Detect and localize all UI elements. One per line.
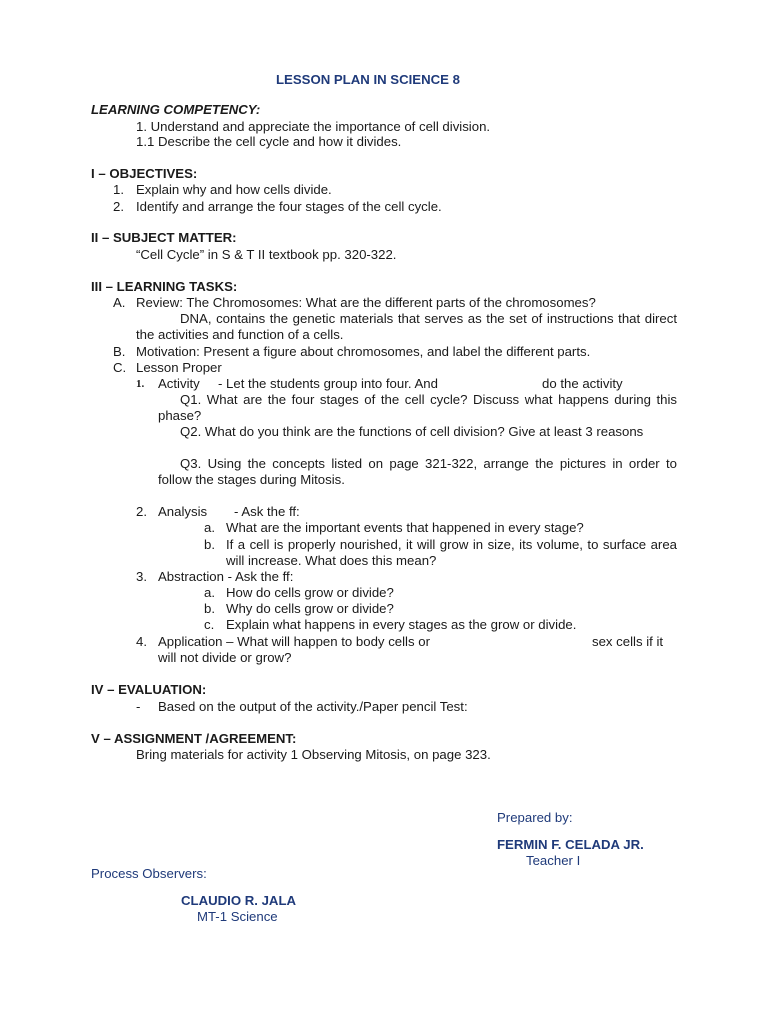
analysis-number: 2.	[136, 504, 147, 519]
evaluation-dash: -	[136, 699, 141, 714]
subject-matter-text: “Cell Cycle” in S & T II textbook pp. 320-322.	[136, 247, 397, 262]
analysis-item-b-text: If a cell is properly nourished, it will grow in size, its volume, to surface area will increase. What does this mean?	[226, 537, 677, 568]
objectives-heading: I – OBJECTIVES:	[91, 166, 198, 181]
preparer-name: FERMIN F. CELADA JR.	[497, 837, 644, 852]
abstraction-item-b-text: Why do cells grow or divide?	[226, 601, 394, 616]
activity-number: 1.	[136, 378, 145, 390]
abstraction-item-a-letter: a.	[204, 585, 215, 600]
analysis-item-b-letter: b.	[204, 537, 215, 552]
evaluation-text: Based on the output of the activity./Paper pencil Test:	[158, 699, 468, 714]
observer-name: CLAUDIO R. JALA	[181, 893, 297, 908]
objective-number-1: 1.	[113, 182, 124, 197]
competency-item-2: 1.1 Describe the cell cycle and how it divides.	[136, 134, 402, 149]
abstraction-item-a-text: How do cells grow or divide?	[226, 585, 394, 600]
analysis-text: - Ask the ff:	[234, 504, 300, 519]
prepared-by-label: Prepared by:	[497, 810, 573, 825]
assignment-heading: V – ASSIGNMENT /AGREEMENT:	[91, 731, 297, 746]
competency-item-1: 1. Understand and appreciate the importance of cell division.	[136, 119, 491, 134]
task-c-letter: C.	[113, 360, 127, 375]
task-a-text: Review: The Chromosomes: What are the different parts of the chromosomes?	[136, 295, 596, 310]
subject-matter-heading: II – SUBJECT MATTER:	[91, 230, 237, 245]
competency-heading: LEARNING COMPETENCY:	[91, 102, 261, 117]
process-observers-label: Process Observers:	[91, 866, 207, 881]
assignment-text: Bring materials for activity 1 Observing Mitosis, on page 323.	[136, 747, 491, 762]
analysis-item-a-text: What are the important events that happened in every stage?	[226, 520, 584, 535]
application-text: Application – What will happen to body cells or	[158, 634, 430, 649]
activity-q3: Q3. Using the concepts listed on page 321-322, arrange the pictures in order to follow the stages during Mitosis.	[158, 456, 677, 487]
abstraction-text: Abstraction - Ask the ff:	[158, 569, 294, 584]
task-c-text: Lesson Proper	[136, 360, 222, 375]
activity-q2: Q2. What do you think are the functions of cell division? Give at least 3 reasons	[180, 424, 644, 439]
application-number: 4.	[136, 634, 147, 649]
task-b-text: Motivation: Present a figure about chromosomes, and label the different parts.	[136, 344, 591, 359]
objective-number-2: 2.	[113, 199, 124, 214]
observer-role: MT-1 Science	[197, 909, 278, 924]
abstraction-item-c-letter: c.	[204, 617, 215, 632]
abstraction-number: 3.	[136, 569, 147, 584]
activity-text: - Let the students group into four. And	[218, 376, 438, 391]
page-title: LESSON PLAN IN SCIENCE 8	[276, 72, 460, 87]
activity-label: Activity	[158, 376, 200, 391]
application-text-2: sex cells if it	[592, 634, 664, 649]
learning-tasks-heading: III – LEARNING TASKS:	[91, 279, 238, 294]
task-a-answer: DNA, contains the genetic materials that serves as the set of instructions that direct the activities and function of a cells.	[136, 311, 677, 342]
analysis-label: Analysis	[158, 504, 208, 519]
objective-text-1: Explain why and how cells divide.	[136, 182, 332, 197]
abstraction-item-c-text: Explain what happens in every stages as the grow or divide.	[226, 617, 577, 632]
evaluation-heading: IV – EVALUATION:	[91, 682, 207, 697]
activity-text-2: do the activity	[542, 376, 623, 391]
abstraction-item-b-letter: b.	[204, 601, 215, 616]
analysis-item-a-letter: a.	[204, 520, 215, 535]
activity-q1: Q1. What are the four stages of the cell cycle? Discuss what happens during this phase?	[158, 392, 677, 423]
application-text-3: will not divide or grow?	[158, 650, 292, 665]
task-b-letter: B.	[113, 344, 126, 359]
objective-text-2: Identify and arrange the four stages of the cell cycle.	[136, 199, 442, 214]
preparer-role: Teacher I	[526, 853, 581, 868]
task-a-letter: A.	[113, 295, 126, 310]
